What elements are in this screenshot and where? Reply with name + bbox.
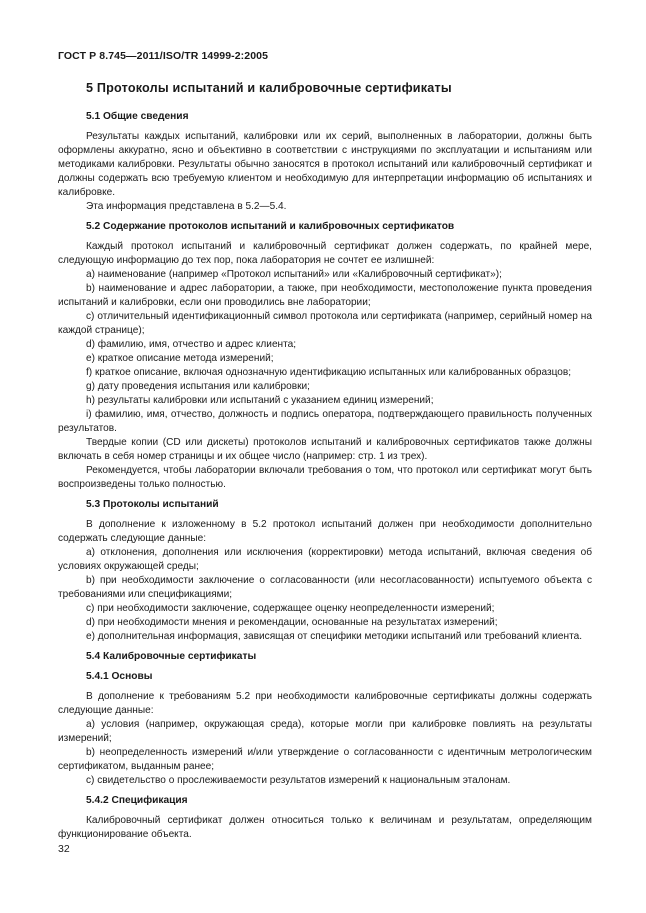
section-5-1-paragraph-2: Эта информация представлена в 5.2—5.4. [86, 201, 287, 212]
section-5-4-1-item-c: с) свидетельство о прослеживаемости результатов измерений к национальным эталонам. [86, 775, 511, 786]
section-5-2-item-b: b) наименование и адрес лаборатории, а также, при необходимости, местоположение пункта проведения испытаний и калибровки, если они проводились вне лаборатории; [58, 283, 592, 308]
section-5-1-title: 5.1 Общие сведения [86, 111, 189, 122]
section-5-2-item-i: i) фамилию, имя, отчество, должность и подпись оператора, подтверждающего правильность полученных результатов. [58, 409, 592, 434]
section-5-4-1-title: 5.4.1 Основы [86, 671, 153, 682]
section-5-4-1-intro: В дополнение к требованиям 5.2 при необходимости калибровочные сертификаты должны содержать следующие данные: [58, 691, 592, 716]
section-5-3-item-a: а) отклонения, дополнения или исключения (корректировки) метода испытаний, включая сведения об условиях окружающей среды; [58, 547, 592, 572]
section-5-4-1-item-b: b) неопределенность измерений и/или утверждение о согласованности с идентичным метрологическим сертификатом, выданным ранее; [58, 747, 592, 772]
section-5-2-item-a: а) наименование (например «Протокол испытаний» или «Калибровочный сертификат»); [86, 269, 502, 280]
section-5-title: 5 Протоколы испытаний и калибровочные сертификаты [86, 81, 452, 95]
section-5-2-intro: Каждый протокол испытаний и калибровочный сертификат должен содержать, по крайней мере, следующую информацию до тех пор, пока лаборатория не сочтет ее излишней: [58, 241, 592, 266]
section-5-4-title: 5.4 Калибровочные сертификаты [86, 651, 257, 662]
section-5-2-item-h: h) результаты калибровки или испытаний с указанием единиц измерений; [86, 395, 434, 406]
section-5-2-item-f: f) краткое описание, включая однозначную идентификацию испытанных или калиброванных образцов; [86, 367, 572, 378]
section-5-2-item-e: е) краткое описание метода измерений; [86, 353, 274, 364]
section-5-2-paragraph-copies: Твердые копии (CD или дискеты) протоколов испытаний и калибровочных сертификатов также должны включать в себя номер страницы и их общее число (например: стр. 1 из трех). [58, 437, 592, 462]
section-5-3-item-c: с) при необходимости заключение, содержащее оценку неопределенности измерений; [86, 603, 495, 614]
section-5-3-item-d: d) при необходимости мнения и рекомендации, основанные на результатах измерений; [86, 617, 498, 628]
section-5-3-title: 5.3 Протоколы испытаний [86, 499, 219, 510]
section-5-3-item-b: b) при необходимости заключение о согласованности (или несогласованности) испытуемого объекта с требованиями или спецификациями; [58, 575, 592, 600]
section-5-2-item-c: с) отличительный идентификационный символ протокола или сертификата (например, серийный номер на каждой странице); [58, 311, 592, 336]
section-5-2-item-d: d) фамилию, имя, отчество и адрес клиента; [86, 339, 297, 350]
section-5-3-intro: В дополнение к изложенному в 5.2 протокол испытаний должен при необходимости дополнительно содержать следующие данные: [58, 519, 592, 544]
section-5-2-title: 5.2 Содержание протоколов испытаний и калибровочных сертификатов [86, 221, 455, 232]
section-5-1-paragraph-1: Результаты каждых испытаний, калибровки или их серий, выполненных в лаборатории, должны быть оформлены аккуратно, ясно и объективно в соответствии с инструкциями по эксплуатации и испытаниям или методиками калибровки. Результаты обычно заносятся в протокол испытаний или калибровочный сертификат и должны содержать всю требуемую клиентом и необходимую для интерпретации информацию об испытаниях и калибровке. [58, 131, 592, 198]
section-5-2-paragraph-recommend: Рекомендуется, чтобы лаборатории включали требования о том, что протокол или сертификат могут быть воспроизведены только полностью. [58, 465, 592, 490]
section-5-4-2-paragraph-1: Калибровочный сертификат должен относиться только к величинам и результатам, определяющим функционирование объекта. [58, 815, 592, 840]
standard-header: ГОСТ Р 8.745—2011/ISO/TR 14999-2:2005 [58, 50, 269, 62]
section-5-3-item-e: е) дополнительная информация, зависящая от специфики методики испытаний или требований клиента. [86, 631, 583, 642]
page-content [58, 80, 592, 842]
section-5-2-item-g: g) дату проведения испытания или калибровки; [86, 381, 310, 392]
page-number: 32 [58, 843, 70, 855]
section-5-4-1-item-a: а) условия (например, окружающая среда), которые могли при калибровке повлиять на результаты измерений; [58, 719, 592, 744]
section-5-4-2-title: 5.4.2 Спецификация [86, 795, 188, 806]
